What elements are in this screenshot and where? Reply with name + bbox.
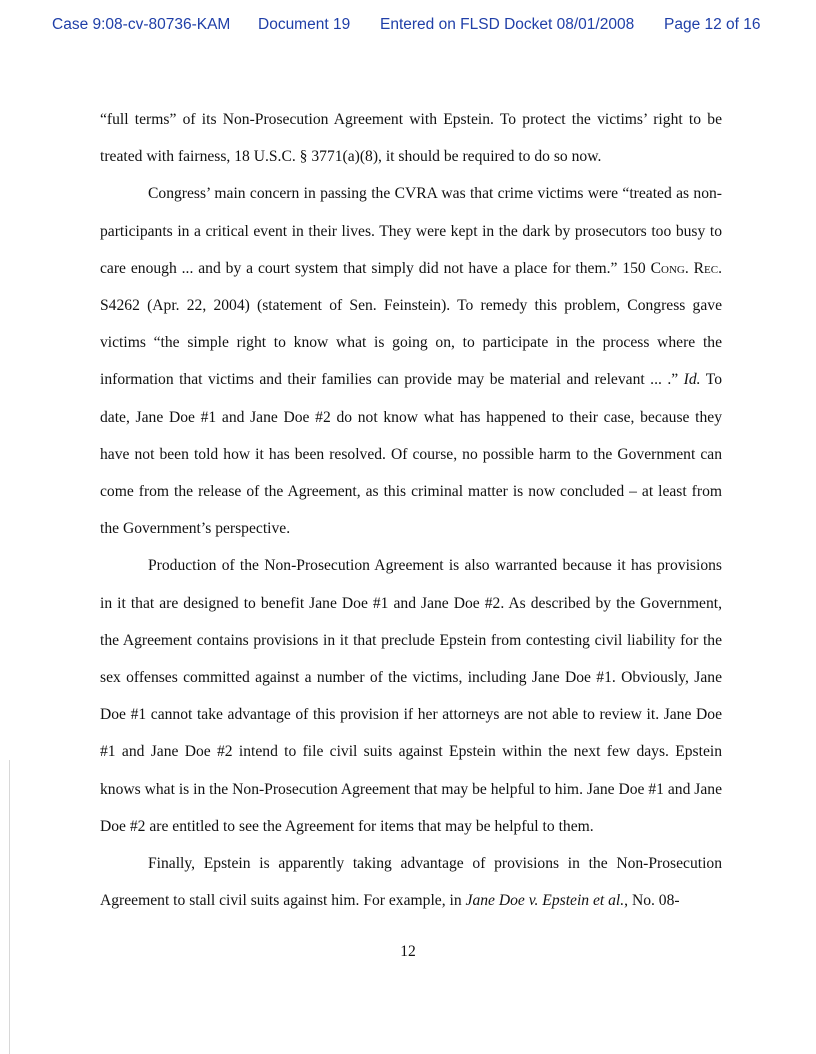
paragraph-full-terms: “full terms” of its Non-Prosecution Agreement with Epstein. To protect the victims’ right to be treated with fairness, 18 U.S.C. § 3771(a)(8), it should be required to do so now. — [100, 111, 722, 166]
citation-id: Id. — [683, 371, 701, 389]
page-of-total: Page 12 of 16 — [664, 16, 761, 33]
paragraph-production-warranted: Production of the Non-Prosecution Agreement is also warranted because it has provisions in it that are designed to benefit Jane Doe #1 and Jane Doe #2. As described by the Government, the Agreement contains provisions in it that preclude Epstein from contesting civil liability for the sex offenses committed against a number of the victims, including Jane Doe #1. Obviously, Jane Doe #1 cannot take advantage of this provision if her attorneys are not able to review it. Jane Doe #1 and Jane Doe #2 intend to file civil suits against Epstein within the next few days. Epstein knows what is in the Non-Prosecution Agreement that may be helpful to him. Jane Doe #1 and Jane Doe #2 are entitled to see the Agreement for items that may be helpful to them. — [100, 557, 722, 835]
docket-header — [0, 16, 816, 38]
document-number: Document 19 — [258, 16, 351, 33]
case-number: Case 9:08-cv-80736-KAM — [52, 16, 231, 33]
citation-cong-rec: Cong. Rec. — [650, 259, 722, 277]
paragraph-finally — [100, 845, 722, 919]
paragraph-congress-concern — [100, 175, 722, 547]
paragraph-congress-concern-part-e: To date, Jane Doe #1 and Jane Doe #2 do not know what has happened to their case, because they have not been told how it has been resolved. Of course, no possible harm to the Government can come from the release of the Agreement, as this criminal matter is now concluded – at least from the Government’s perspective. — [100, 371, 722, 538]
paragraph-congress-concern-part-c: S4262 (Apr. 22, 2004) (statement of Sen. Feinstein). To remedy this problem, Congress gave victims “the simple right to know what is going on, to participate in the process where the information that victims and their families can provide may be material and relevant ... .” — [100, 297, 722, 389]
paragraph-finally-part-c: , No. 08- — [624, 892, 680, 910]
page-number: 12 — [400, 943, 416, 960]
scan-edge-line — [9, 760, 10, 1054]
case-citation: Jane Doe v. Epstein et al. — [465, 892, 625, 910]
document-body — [100, 101, 722, 919]
docket-entry-date: Entered on FLSD Docket 08/01/2008 — [380, 16, 635, 33]
paragraph-congress-concern-part-a: Congress’ main concern in passing the CVRA was that crime victims were “treated as non-participants in a critical event in their lives. They were kept in the dark by prosecutors too busy to care enough ... and by a court system that simply did not have a place for them.” 150 — [100, 185, 722, 277]
paragraph-finally-part-a: Finally, Epstein is apparently taking advantage of provisions in the Non-Prosecution Agreement to stall civil suits against him. For example, in — [100, 855, 722, 910]
